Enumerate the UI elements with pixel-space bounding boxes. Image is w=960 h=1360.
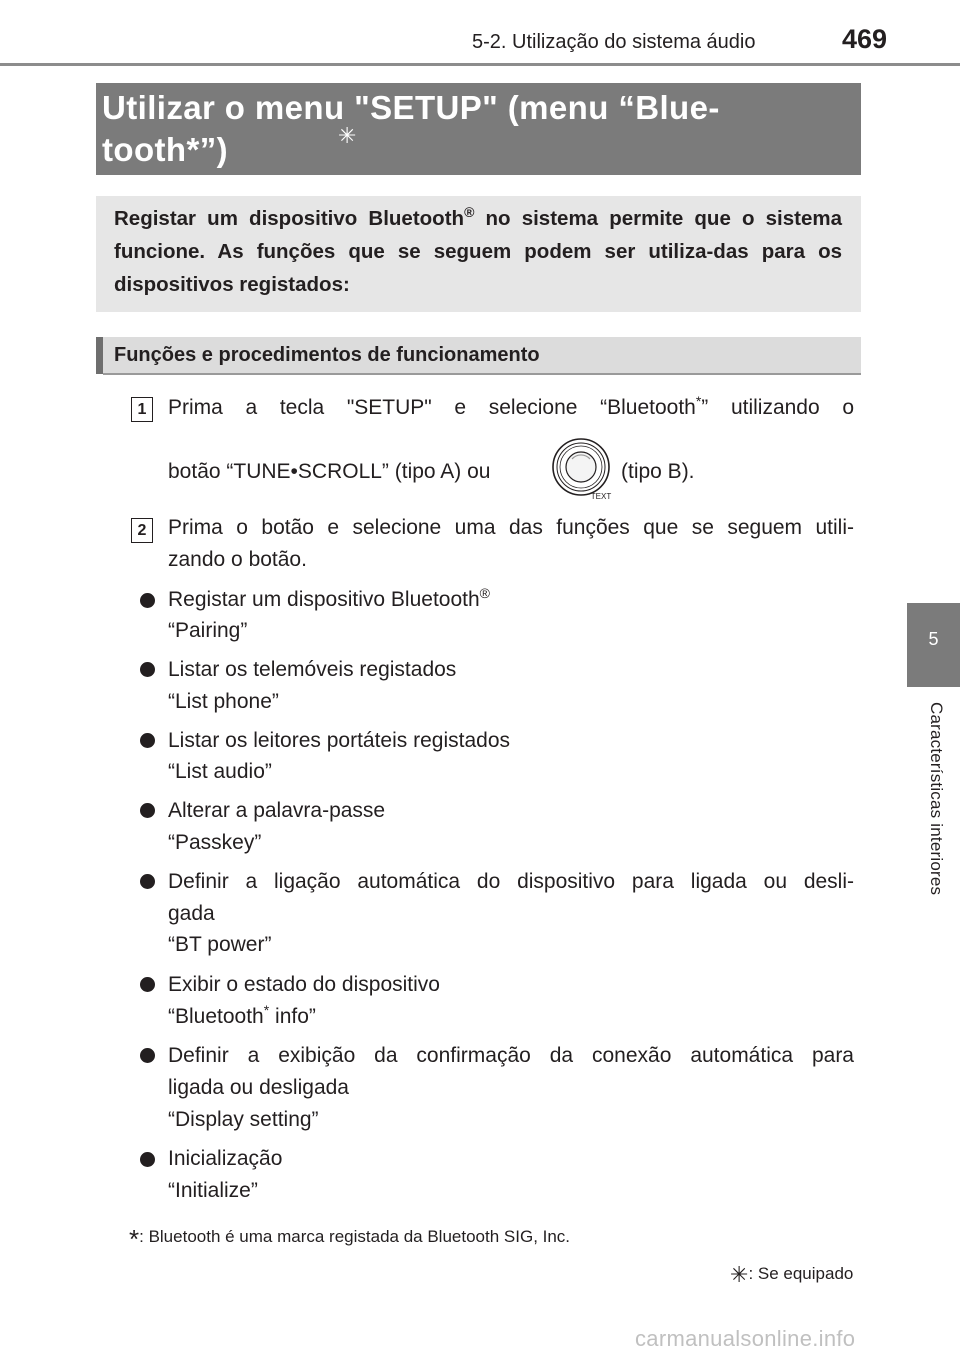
intro-box xyxy=(96,196,861,312)
step-number-1: 1 xyxy=(131,397,153,422)
function-5-description-line1: Definir a ligação automática do dispositivo para ligada ou desli- xyxy=(168,870,854,893)
footnote-text: : Bluetooth é uma marca registada da Bluetooth SIG, Inc. xyxy=(139,1227,571,1246)
subheading-underline xyxy=(103,373,861,375)
subheading-accent-bar xyxy=(96,337,103,374)
step-1-line1 xyxy=(168,392,854,424)
asterisk-mark: * xyxy=(263,1002,270,1018)
function-6-menu xyxy=(168,1001,316,1033)
registered-mark: ® xyxy=(479,585,490,601)
chapter-tab xyxy=(907,603,960,687)
asterisk-mark: * xyxy=(695,393,702,409)
intro-text xyxy=(114,202,842,301)
function-1-menu: “Pairing” xyxy=(168,619,248,642)
equipped-mark-icon: ✳ xyxy=(338,123,357,148)
step-2-line2: zando o botão. xyxy=(168,548,307,571)
function-1-text: Registar um dispositivo Bluetooth xyxy=(168,588,480,611)
function-5-menu: “BT power” xyxy=(168,933,272,956)
page-number: 469 xyxy=(842,24,888,54)
step-1-text-b: ” utilizando o xyxy=(701,396,854,419)
step-1-text-a: Prima a tecla "SETUP" e selecione “Bluetooth xyxy=(168,396,696,419)
page-title xyxy=(102,87,720,171)
step-number-2: 2 xyxy=(131,518,153,543)
footnote xyxy=(129,1218,571,1254)
function-6-menu-b: info” xyxy=(269,1005,316,1028)
bullet-icon xyxy=(140,1048,155,1063)
tune-scroll-knob-icon xyxy=(550,437,614,501)
subheading: Funções e procedimentos de funcionamento xyxy=(114,344,540,366)
function-2-menu: “List phone” xyxy=(168,690,279,713)
function-8-menu: “Initialize” xyxy=(168,1179,258,1202)
function-7-description-line1: Definir a exibição da confirmação da conexão automática para xyxy=(168,1044,854,1067)
registered-mark: ® xyxy=(464,204,475,221)
function-7-description-line2: ligada ou desligada xyxy=(168,1076,349,1099)
equipped-mark-icon: ✳ xyxy=(730,1262,749,1287)
bullet-icon xyxy=(140,662,155,677)
function-3-menu: “List audio” xyxy=(168,760,272,783)
asterisk-mark: * xyxy=(129,1224,140,1254)
function-2-description: Listar os telemóveis registados xyxy=(168,658,457,681)
section-title: 5-2. Utilização do sistema áudio xyxy=(472,31,756,53)
function-7-menu: “Display setting” xyxy=(168,1108,319,1131)
step-1-line2-end: (tipo B). xyxy=(621,460,695,483)
bullet-icon xyxy=(140,593,155,608)
function-4-description: Alterar a palavra-passe xyxy=(168,799,386,822)
equipped-note xyxy=(730,1259,853,1285)
chapter-number: 5 xyxy=(928,629,939,649)
bullet-icon xyxy=(140,977,155,992)
knob-label: TEXT xyxy=(590,492,612,501)
function-8-description: Inicialização xyxy=(168,1147,283,1170)
bullet-icon xyxy=(140,733,155,748)
bullet-icon xyxy=(140,874,155,889)
watermark: carmanualsonline.info xyxy=(635,1326,856,1351)
intro-part1: Registar um dispositivo Bluetooth xyxy=(114,207,465,230)
page-title-line1: Utilizar o menu "SETUP" (menu “Blue- xyxy=(102,89,720,126)
function-6-menu-a: “Bluetooth xyxy=(168,1005,264,1028)
bullet-icon xyxy=(140,803,155,818)
subheading-box xyxy=(96,337,861,374)
bullet-icon xyxy=(140,1152,155,1167)
step-1-line2: botão “TUNE•SCROLL” (tipo A) ou xyxy=(168,460,491,483)
page-title-line2: tooth*”) xyxy=(102,131,228,168)
header-divider xyxy=(0,63,960,66)
function-4-menu: “Passkey” xyxy=(168,831,262,854)
function-3-description: Listar os leitores portáteis registados xyxy=(168,729,510,752)
equipped-note-text: : Se equipado xyxy=(748,1264,854,1283)
function-6-description: Exibir o estado do dispositivo xyxy=(168,973,440,996)
intro-part2: no sistema permite que o sistema funcione. As funções que se seguem podem ser utiliza-das para os dispositivos registados: xyxy=(114,207,843,296)
function-5-description-line2: gada xyxy=(168,902,215,925)
function-1-description xyxy=(168,584,490,616)
step-2-line1: Prima o botão e selecione uma das funções que se seguem utili- xyxy=(168,516,854,539)
page-title-box xyxy=(96,83,861,175)
chapter-label: Características interiores xyxy=(927,702,946,896)
